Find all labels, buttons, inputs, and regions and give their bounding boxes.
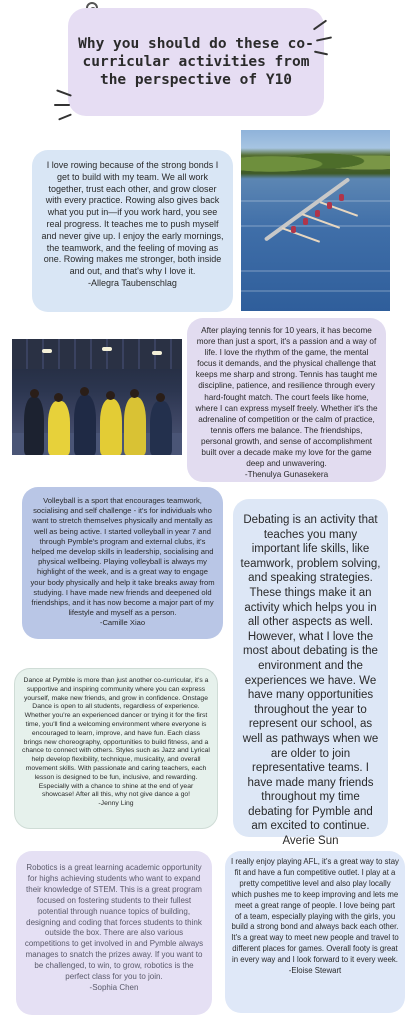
- volleyball-quote-card: [22, 487, 223, 639]
- afl-quote-card: [225, 851, 405, 1013]
- afl-quote-text: I really enjoy playing AFL, it's a great way to stay fit and have a fun competitive outlet. I play at a pretty competitive level and also play locally which pushes me to keep improving and lets me meet a great range of people. I love being part of a team, especially playing with the girls, you build a strong bond and always back each other. It's a great way to meet new people and travel to different places for games. Overall footy is great in every way and I look forward to it every week.: [231, 857, 399, 965]
- debating-quote-text: Debating is an activity that teaches you many important life skills, like teamwork, problem solving, and speaking strategies. These things make it an activity which helps you in all other aspects as well. However, what I love the most about debating is the environment and the experiences we have. We have many opportunities throughout the year to represent our school, as well as pathways when we are older to join representative teams. I have made many friends throughout my time debating for Pymble and am excited to continue.: [240, 514, 381, 833]
- robotics-quote-text: Robotics is a great learning academic opportunity for highs achieving students who want to expand their knowledge of STEM. This is a great program focused on fostering students to their fullest potential through nuance topics of building, designing and coding that forces students to think outside the box. There are also various competitions to get involved in and Pymble always manages to snatch the prizes away. If you want to be challenged, to win, to grow, robotics is the perfect class for you to join.: [24, 863, 204, 982]
- tennis-quote-card: [187, 318, 386, 482]
- rowing-quote-card: [32, 150, 233, 312]
- tennis-quote-author: -Thenulya Gunasekera: [244, 470, 329, 480]
- rowing-photo: [241, 130, 390, 311]
- debating-quote-card: [233, 499, 388, 848]
- rowing-quote-author: -Allegra Taubenschlag: [88, 277, 177, 288]
- page-title: Why you should do these co-curricular activities from the perspective of Y10: [78, 36, 314, 88]
- robotics-quote-author: -Sophia Chen: [89, 982, 139, 992]
- rowing-quote-text: I love rowing because of the strong bonds I get to build with my team. We all work together, trust each other, and grow closer with every practice. Rowing also gives back what you put in—if you work hard, you see real progress. It teaches me to push myself and never give up. I enjoy the early mornings, the teamwork, and the feeling of moving as one. Rowing makes me stronger, both inside and out, and that's why I love it.: [41, 160, 224, 277]
- dance-quote-author: -Jenny Ling: [98, 800, 134, 808]
- volleyball-quote-author: -Camille Xiao: [99, 618, 146, 628]
- volleyball-team-photo: [12, 339, 182, 455]
- robotics-quote-card: [16, 851, 212, 1015]
- afl-quote-author: -Eloise Stewart: [288, 966, 342, 976]
- dance-quote-text: Dance at Pymble is more than just another co-curricular, it's a supportive and inspiring community where you can express yourself, make new friends, and grow in confidence. Onstage Dance is open to all students, regardless of experience. Whether you're an experienced dancer or trying it for the first time, you'll find a welcoming environment where everyone is encouraged to learn, improve, and have fun. Each class brings new choreography, opportunities to build fitness, and a chance to connect with others. Styles such as Jazz and Lyrical help develop flexibility, technique, musicality, and overall movement skills. With passionate and caring teachers, each lesson is designed to be fun, inclusive, and rewarding. Especially with a chance to shine at the end of year showcase! After all this, why not give dance a go!: [22, 677, 210, 799]
- title-box: [68, 8, 324, 116]
- dance-quote-card: [14, 668, 218, 829]
- tennis-quote-text: After playing tennis for 10 years, it has become more than just a sport, it's a passion and a way of life. I love the rhythm of the game, the mental focus it demands, and the physical challenge that keeps me sharp and strong. Tennis has taught me discipline, patience, and resilience through every hard-fought match. The court feels like home, where I can express myself freely. Whether it's the adrenaline of competition or the calm of practice, tennis offers me balance. The friendships, personal growth, and sense of accomplishment built over a decade make my love for the game deep and unwavering.: [195, 326, 378, 469]
- volleyball-quote-text: Volleyball is a sport that encourages teamwork, socialising and self challenge - it's for individuals who want to stretch themselves physically and mentally as well as being active. I started volleyball in year 7 and through Pymble's program and external clubs, it's helped me develop skills in leadership, socialising and physical wellbeing. Playing volleyball is always my highlight of the week, and is a great way to engage your body physically and help it take breaks away from studying. I have made new friends and deepened old friendships, and it has now become a major part of my lifestyle and myself as a person.: [30, 496, 215, 618]
- debating-quote-author: Averie Sun: [282, 835, 339, 848]
